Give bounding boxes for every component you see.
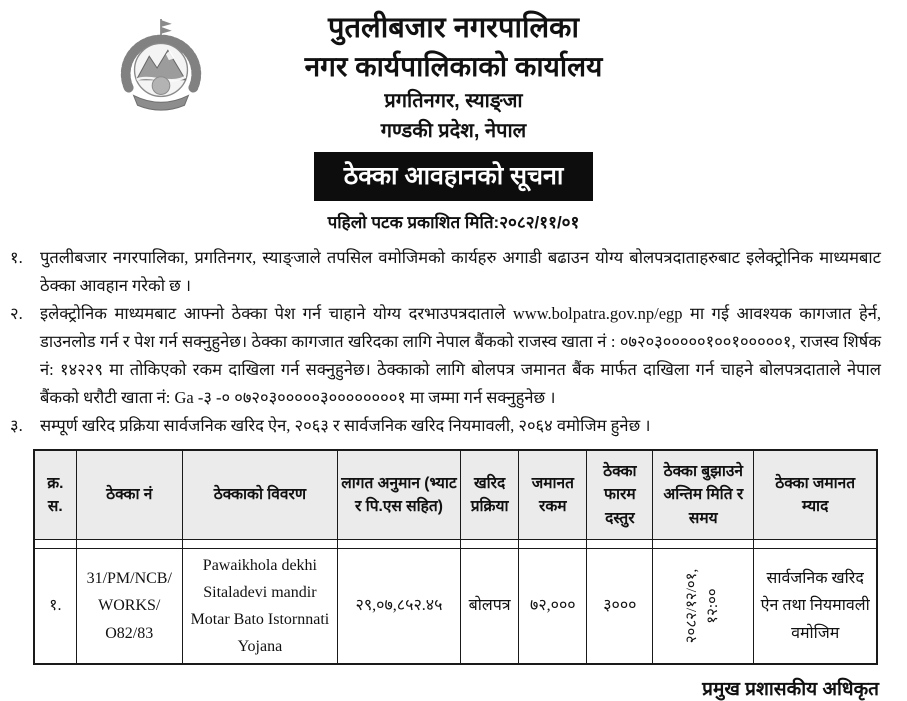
signatory-title: प्रमुख प्रशासकीय अधिकृत — [702, 679, 879, 700]
table-spacer-row — [34, 540, 877, 549]
cell-form-fee: ३००० — [587, 549, 653, 665]
clause-number: ३. — [10, 416, 23, 435]
municipality-emblem-icon — [112, 16, 210, 120]
cell-procurement: बोलपत्र — [461, 549, 519, 665]
clause-item-1 — [10, 244, 881, 300]
cell-sn: १. — [34, 549, 76, 665]
cell-tender-no: 31/PM/NCB/ WORKS/ O82/83 — [76, 549, 182, 665]
clause-list — [10, 244, 881, 440]
municipality-name: पुतलीबजार नगरपालिका — [328, 12, 579, 44]
col-header-procurement: खरिद प्रक्रिया — [461, 450, 519, 540]
deadline-date: २०८२/१२/०१, — [684, 568, 701, 644]
clause-number: १. — [10, 248, 23, 267]
office-name: नगर कार्यपालिकाको कार्यालय — [304, 51, 603, 82]
clause-text: पुतलीबजार नगरपालिका, प्रगतिनगर, स्याङ्जाले तपसिल वमोजिमको कार्यहरु अगाडी बढाउन योग्य बोलपत्रदाताहरुबाट इलेक्ट्रोनिक माध्यमबाट ठेक्का आवहान गरेको छ । — [40, 248, 881, 295]
clause-text: सम्पूर्ण खरिद प्रक्रिया सार्वजनिक खरिद ऐन, २०६३ र सार्वजनिक खरिद नियमावली, २०६४ वमोजिम हुनेछ । — [40, 416, 651, 435]
address-line-2: गण्डकी प्रदेश, नेपाल — [380, 120, 527, 142]
table-header-row — [34, 450, 877, 540]
col-header-guarantee-validity: ठेक्का जमानत म्याद — [754, 450, 877, 540]
cell-guarantee-validity: सार्वजनिक खरिद ऐन तथा नियमावली वमोजिम — [754, 549, 877, 665]
published-date-line: पहिलो पटक प्रकाशित मिति:२०८२/११/०१ — [327, 213, 580, 232]
cell-description: Pawaikhola dekhi Sitaladevi mandir Motar Bato Istornnati Yojana — [182, 549, 337, 665]
col-header-cost-estimate: लागत अनुमान (भ्याट र पि.एस सहित) — [337, 450, 460, 540]
notice-title-banner: ठेक्का आवहानको सूचना — [314, 152, 594, 201]
table-row — [34, 549, 877, 665]
clause-item-3 — [10, 412, 881, 440]
col-header-guarantee-amount: जमानत रकम — [519, 450, 587, 540]
clause-number: २. — [10, 304, 23, 323]
col-header-deadline: ठेक्का बुझाउने अन्तिम मिति र समय — [653, 450, 754, 540]
col-header-form-fee: ठेक्का फारम दस्तुर — [587, 450, 653, 540]
cell-deadline — [653, 549, 754, 665]
clause-item-2 — [10, 300, 881, 412]
clause-text: इलेक्ट्रोनिक माध्यमबाट आफ्नो ठेक्का पेश गर्न चाहाने योग्य दरभाउपत्रदाताले www.bolpatra.gov.np/egp मा गई आवश्यक कागजात हेर्न, डाउनलोड गर्न र पेश गर्न सक्नुहुनेछ। ठेक्का कागजात खरिदका लागि नेपाल बैंकको राजस्व खाता नं : ०७२०३०००००१००१०००००१, राजस्व शिर्षक नं: १४२२९ मा तोकिएको रकम दाखिला गर्न सक्नुहुनेछ। ठेक्काको लागि बोलपत्र जमानत बैंक मार्फत दाखिला गर्न चाहने बोलपत्रदाताले नेपाल बैंकको धरौटी खाता नं: Ga -३ -० ०७२०३०००००३००००००००१ मा जम्मा गर्न सक्नुहुनेछ । — [40, 304, 881, 407]
address-line-1: प्रगतिनगर, स्याङ्जा — [384, 90, 523, 112]
col-header-sn: क्र. स. — [34, 450, 76, 540]
deadline-time: १२:०० — [704, 588, 721, 624]
tender-table — [33, 449, 878, 665]
cell-guarantee-amount: ७२,००० — [519, 549, 587, 665]
col-header-tender-no: ठेक्का नं — [76, 450, 182, 540]
cell-cost-estimate: २९,०७,८५२.४५ — [337, 549, 460, 665]
col-header-description: ठेक्काको विवरण — [182, 450, 337, 540]
deadline-rotated-text — [683, 569, 723, 644]
